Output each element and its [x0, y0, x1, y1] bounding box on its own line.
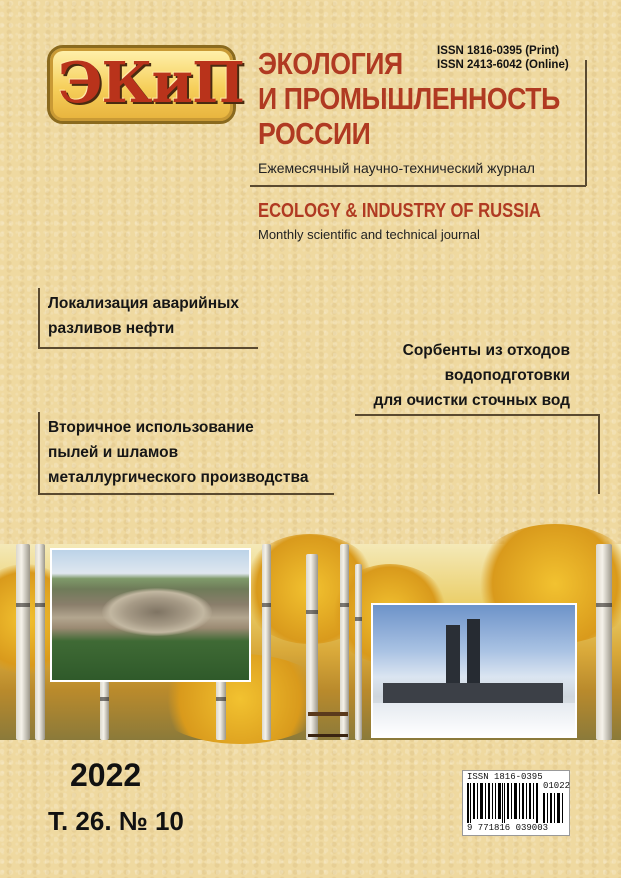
headline-dust-line-3: металлургического производства	[48, 469, 309, 486]
subtitle-en: Monthly scientific and technical journal	[258, 227, 480, 242]
issue-year: 2022	[70, 757, 142, 793]
title-en: ECOLOGY & INDUSTRY OF RUSSIA	[258, 200, 541, 222]
title-line-1: ЭКОЛОГИЯ	[258, 46, 403, 81]
headline-dust-line-1: Вторичное использование	[48, 419, 254, 436]
subtitle-ru: Ежемесячный научно-технический журнал	[258, 160, 535, 176]
headline-oil-rule-v	[38, 288, 40, 348]
headline-sorbents-rule-v	[598, 414, 600, 494]
journal-logo: ЭКиП	[58, 50, 244, 116]
header-side-rule	[585, 60, 587, 186]
headline-sorbents-line-2: водоподготовки	[444, 367, 570, 384]
barcode-issn-label: ISSN 1816-0395	[467, 772, 543, 782]
headline-oil-line-2: разливов нефти	[48, 320, 175, 337]
title-line-3: РОССИИ	[258, 116, 371, 151]
headline-dust-line-2: пылей и шламов	[48, 444, 179, 461]
barcode	[462, 770, 570, 836]
headline-sorbents-line-3: для очистки сточных вод	[373, 392, 570, 409]
headline-oil-rule-h	[38, 347, 258, 349]
winter-industrial-photo	[371, 603, 577, 738]
barcode-addon-bars	[543, 793, 565, 823]
barcode-bars	[467, 783, 539, 823]
headline-sorbents-rule-h	[355, 414, 599, 416]
open-pit-mine-photo	[50, 548, 251, 682]
issn-online: ISSN 2413-6042 (Online)	[437, 59, 569, 71]
headline-sorbents-line-1: Сорбенты из отходов	[402, 342, 570, 359]
barcode-issue-code: 01022	[543, 781, 571, 791]
park-bench	[308, 712, 348, 737]
headline-dust-rule-h	[38, 493, 334, 495]
headline-dust-rule-v	[38, 412, 40, 494]
header-divider	[250, 185, 586, 187]
issn-print: ISSN 1816-0395 (Print)	[437, 45, 560, 57]
title-line-2: И ПРОМЫШЛЕННОСТЬ	[258, 81, 560, 116]
headline-oil-line-1: Локализация аварийных	[48, 295, 239, 312]
barcode-ean: 9 771816 039003	[467, 823, 549, 833]
issue-volume: Т. 26. № 10	[48, 806, 184, 836]
